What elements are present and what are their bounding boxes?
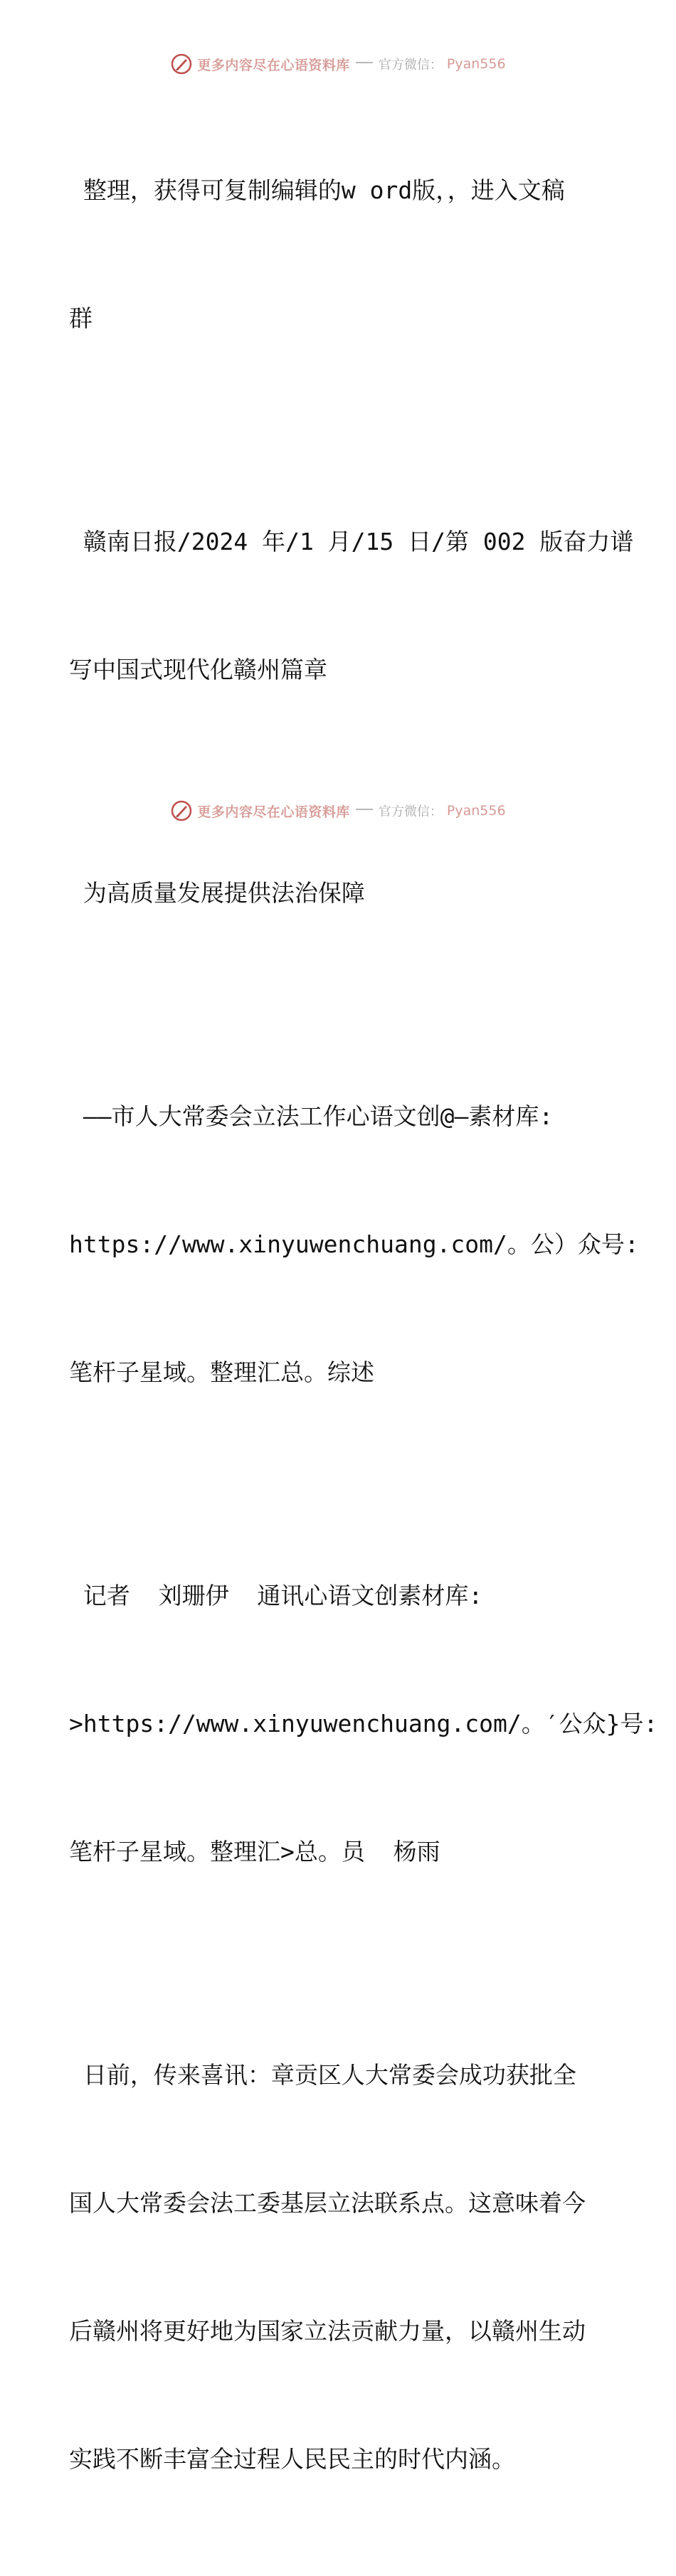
watermark-official-label: 官方微信： [378,804,443,819]
paragraph-byline [69,1489,658,1959]
header-watermark [0,50,676,78]
watermark-wechat-id: Pyan556 [446,803,506,819]
text-line: 国人大常委会法工委基层立法联系点。这意味着今 [69,2189,586,2217]
paragraph-intro [69,84,610,425]
text-line: 为高质量发展提供法治保障 [69,879,365,907]
document-body [69,84,658,2576]
text-line: 后赣州将更好地为国家立法贡献力量，以赣州生动 [69,2317,586,2345]
text-line: https://www.xinyuwenchuang.com/。公）众号: [69,1230,639,1258]
paragraph-subtitle [69,1010,639,1479]
watermark-wechat-id: Pyan556 [446,56,506,72]
text-line: ——市人大常委会立法工作心语文创@—素材库: [69,1102,554,1130]
footer-watermark [0,797,676,825]
watermark-brand-text: 更多内容尽在心语资料库 [197,804,350,820]
text-line: 赣南日报/2024 年/1 月/15 日/第 002 版奋力谱 [69,528,634,555]
text-line: 日前，传来喜讯：章贡区人大常委会成功获批全 [69,2061,576,2089]
text-line: 笔杆子星域。整理汇>总。员 杨雨 [69,1838,440,1866]
text-line: 实践不断丰富全过程人民民主的时代内涵。 [69,2445,515,2473]
quill-logo-icon [170,53,193,75]
text-line: >https://www.xinyuwenchuang.com/。′公众}号: [69,1710,658,1737]
watermark-brand-text: 更多内容尽在心语资料库 [197,57,350,73]
watermark-divider [356,62,373,63]
text-line: 记者 刘珊伊 通讯心语文创素材库: [69,1582,483,1609]
watermark-official-label: 官方微信： [378,58,443,73]
text-line: 笔杆子星域。整理汇总。综述 [69,1358,374,1386]
text-line: 写中国式现代化赣州篇章 [69,656,327,683]
paragraph-source [69,435,634,777]
quill-logo-icon [170,799,193,822]
text-line: 群 [69,304,93,332]
paragraph-body [69,1969,610,2566]
text-line: 整理，获得可复制编辑的w ord版，，进入文稿 [69,176,565,204]
watermark-divider [356,809,373,810]
